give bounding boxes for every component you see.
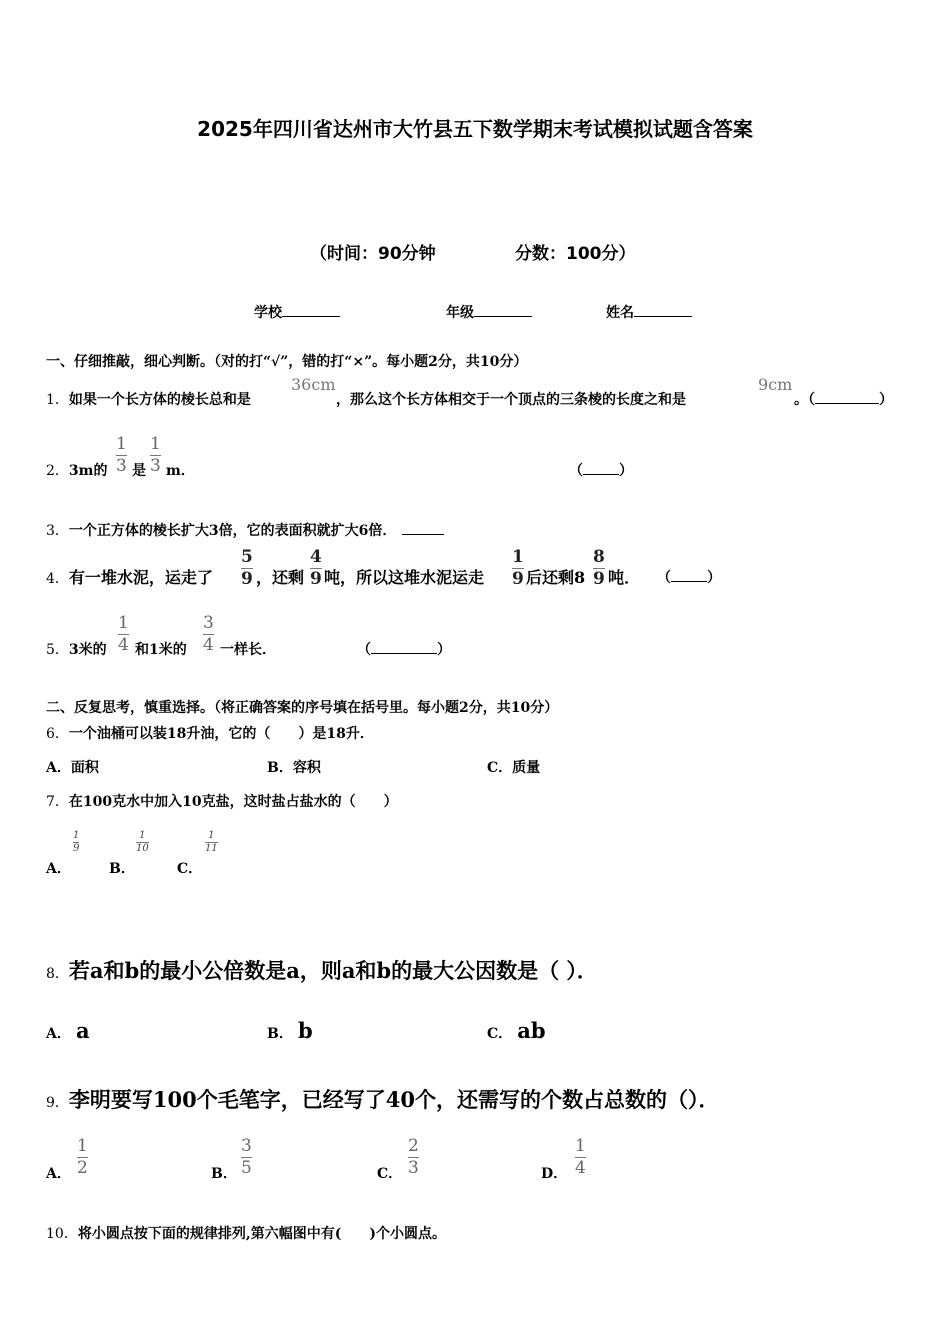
q5-answer[interactable] (357, 639, 451, 659)
q9-text: 李明要写100个毛笔字，已经写了40个，还需写的个数占总数的（）． (68, 1087, 720, 1112)
question-8 (46, 955, 598, 985)
q2-number: 2． (46, 463, 69, 479)
q6-text: 一个油桶可以装18升油，它的（ ）是18升． (68, 726, 374, 742)
question-5 (46, 639, 107, 659)
question-6 (46, 723, 374, 743)
q9-option-c[interactable]: C． (377, 1166, 403, 1182)
q8-option-a[interactable] (46, 1018, 90, 1043)
q7-text: 在100克水中加入10克盐，这时盐占盐水的（ ） (68, 794, 398, 810)
q10-text: 将小圆点按下面的规律排列,第六幅图中有( )个小圆点。 (77, 1226, 446, 1242)
q9-option-d[interactable]: D． (541, 1166, 568, 1182)
grade-blank[interactable] (474, 303, 532, 317)
q2-fraction-1: 1 3 (116, 434, 127, 476)
q8-option-a-value: a (75, 1018, 90, 1043)
q5-text-b: 和1米的 (135, 642, 187, 658)
q5-number: 5． (46, 642, 69, 658)
q10-number: 10． (46, 1226, 78, 1242)
q4-text-d: 后还剩8 (526, 568, 586, 587)
q5-text-a: 3米的 (68, 642, 107, 658)
q4-text-e: 吨． (608, 568, 641, 587)
section2-heading: 二、反复思考，慎重选择。（将正确答案的序号填在括号里。每小题2分，共10分） (46, 700, 559, 716)
q1-value-b: 9cm (758, 375, 793, 394)
q4-paren-close: ） (707, 570, 721, 586)
q9-fraction-d: 1 4 (575, 1136, 586, 1178)
q1-text-b: ，那么这个长方体相交于一个顶点的三条棱的长度之和是 (336, 392, 686, 408)
q5-fraction-1: 1 4 (118, 613, 129, 655)
q8-option-c-value: ab (517, 1018, 546, 1043)
q8-option-c-label: C． (487, 1026, 513, 1042)
question-10 (46, 1223, 446, 1243)
name-field[interactable] (606, 302, 692, 322)
q8-option-b-label: B． (267, 1026, 293, 1042)
q4-fraction-2: 4 9 (310, 547, 322, 589)
q3-text: 一个正方体的棱长扩大3倍，它的表面积就扩大6倍． (68, 523, 397, 539)
name-blank[interactable] (634, 303, 692, 317)
school-field[interactable] (254, 302, 340, 322)
q1-answer[interactable] (794, 389, 893, 409)
exam-score: 分数：100分） (515, 244, 636, 264)
q4-paren-open: （ (657, 570, 671, 586)
q4-fraction-1: 5 9 (241, 547, 253, 589)
q4-text-a: 有一堆水泥，运走了 (68, 568, 213, 587)
q9-number: 9． (46, 1095, 69, 1111)
q1-answer-blank[interactable] (815, 390, 879, 404)
q7-fraction-c: 1 11 (205, 830, 218, 854)
q9-fraction-c: 2 3 (408, 1136, 419, 1178)
q7-fraction-a: 1 9 (73, 830, 80, 854)
q4-answer-blank[interactable] (671, 568, 707, 582)
q1-paren-close: ） (879, 392, 893, 408)
name-label: 姓名 (606, 305, 634, 321)
q2-answer[interactable] (569, 460, 633, 480)
q7-option-a[interactable]: A． (46, 861, 71, 877)
grade-label: 年级 (446, 305, 474, 321)
q2-text-b: 是 (132, 463, 146, 479)
q8-option-b-value: b (297, 1018, 313, 1043)
question-3 (46, 520, 444, 540)
school-blank[interactable] (282, 303, 340, 317)
q2-fraction-2: 1 3 (150, 434, 161, 476)
q2-answer-blank[interactable] (583, 461, 619, 475)
q8-option-b[interactable] (267, 1018, 313, 1043)
q9-option-b[interactable]: B． (211, 1166, 237, 1182)
question-1 (46, 389, 251, 409)
q8-number: 8． (46, 966, 69, 982)
q4-text-c: 吨，所以这堆水泥运走 (324, 568, 485, 587)
question-7 (46, 791, 398, 811)
section1-heading: 一、仔细推敲，细心判断。（对的打“√”，错的打“×”。每小题2分，共10分） (46, 354, 528, 370)
q5-paren-open: （ (357, 642, 371, 658)
school-label: 学校 (254, 305, 282, 321)
q2-text-c: m． (166, 463, 195, 479)
q2-text-a: 3m的 (68, 463, 108, 479)
q7-number: 7． (46, 794, 69, 810)
q8-option-c[interactable] (487, 1018, 546, 1043)
q5-fraction-2: 3 4 (203, 613, 214, 655)
q3-answer-blank[interactable] (402, 521, 444, 535)
q7-fraction-b: 1 10 (136, 830, 149, 854)
q4-number: 4． (46, 571, 69, 587)
q8-option-a-label: A． (46, 1026, 71, 1042)
q5-text-c: 一样长． (220, 642, 276, 658)
exam-time: （时间：90分钟 (310, 244, 436, 264)
q5-paren-close: ） (437, 642, 451, 658)
q1-number: 1． (46, 392, 69, 408)
q4-answer[interactable] (657, 567, 721, 587)
q6-option-c[interactable]: C．质量 (487, 760, 541, 776)
q5-answer-blank[interactable] (371, 640, 437, 654)
q6-number: 6． (46, 726, 69, 742)
q1-paren-open: 。（ (794, 392, 815, 408)
q9-fraction-a: 1 2 (77, 1136, 88, 1178)
q6-option-b[interactable]: B．容积 (267, 760, 321, 776)
q4-fraction-4: 8 9 (593, 547, 605, 589)
q7-option-b[interactable]: B． (109, 861, 135, 877)
q9-fraction-b: 3 5 (241, 1136, 252, 1178)
q8-text: 若a和b的最小公倍数是a，则a和b的最大公因数是（ ）． (68, 958, 598, 983)
q4-text-b: ，还剩 (256, 568, 305, 587)
q9-option-a[interactable]: A． (46, 1166, 71, 1182)
q2-paren-close: ） (619, 463, 633, 479)
page-title: 2025年四川省达州市大竹县五下数学期末考试模拟试题含答案 (197, 117, 753, 141)
q1-text-a: 如果一个长方体的棱长总和是 (68, 392, 251, 408)
q1-value-a: 36cm (291, 375, 336, 394)
q2-paren-open: （ (569, 463, 583, 479)
question-9 (46, 1084, 719, 1114)
q4-fraction-3: 1 9 (512, 547, 524, 589)
q3-number: 3． (46, 523, 69, 539)
question-4 (46, 565, 213, 588)
grade-field[interactable] (446, 302, 532, 322)
q6-option-a[interactable]: A．面积 (46, 760, 99, 776)
q7-option-c[interactable]: C． (177, 861, 203, 877)
question-2 (46, 460, 107, 480)
